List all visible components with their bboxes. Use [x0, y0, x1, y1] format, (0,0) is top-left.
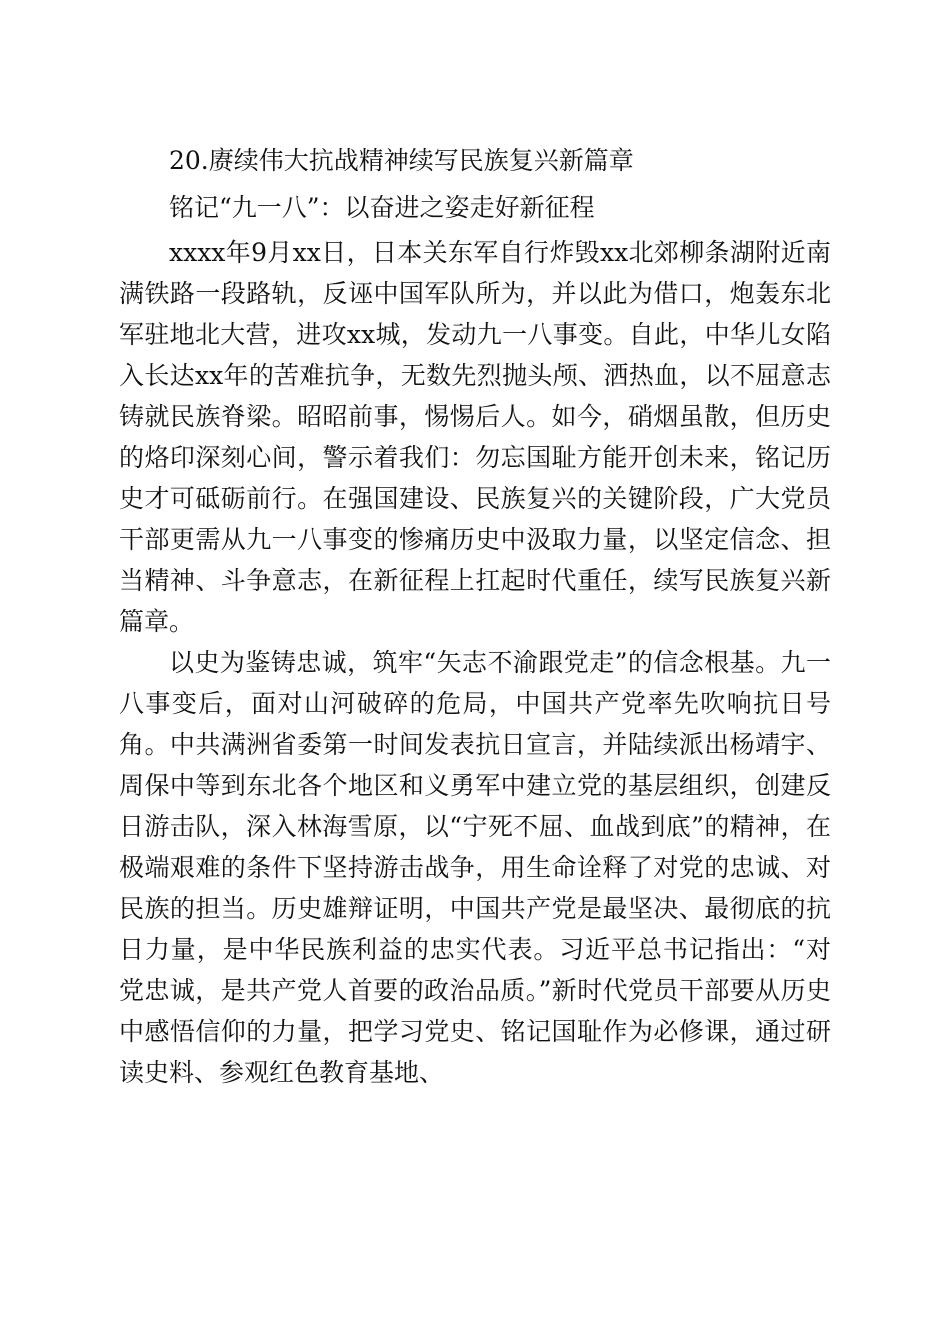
paragraph-loyalty: 以史为鉴铸忠诚，筑牢“矢志不渝跟党走”的信念根基。九一八事变后，面对山河破碎的危局，中国共产党率先吹响抗日号角。中共满洲省委第一时间发表抗日宣言，并陆续派出杨靖宇、周保中等到东北各个地区和义勇军中建立党的基层组织，创建反日游击队，深入林海雪原，以“宁死不屈、血战到底”的精神，在极端艰难的条件下坚持游击战争，用生命诠释了对党的忠诚、对民族的担当。历史雄辩证明，中国共产党是最坚决、最彻底的抗日力量，是中华民族利益的忠实代表。习近平总书记指出：“对党忠诚，是共产党人首要的政治品质。”新时代党员干部要从历史中感悟信仰的力量，把学习党史、铭记国耻作为必修课，通过研读史料、参观红色教育基地、	[119, 648, 831, 1087]
paragraph-intro: xxxx年9月xx日，日本关东军自行炸毁xx北郊柳条湖附近南满铁路一段路轨，反诬中国军队所为，并以此为借口，炮轰东北军驻地北大营，进攻xx城，发动九一八事变。自此，中华儿女陷入长达xx年的苦难抗争，无数先烈抛头颅、洒热血，以不屈意志铸就民族脊梁。昭昭前事，惕惕后人。如今，硝烟虽散，但历史的烙印深刻心间，警示着我们：勿忘国耻方能开创未来，铭记历史才可砥砺前行。在强国建设、民族复兴的关键阶段，广大党员干部更需从九一八事变的惨痛历史中汲取力量，以坚定信念、担当精神、斗争意志，在新征程上扛起时代重任，续写民族复兴新篇章。	[119, 238, 831, 636]
document-title: 20.赓续伟大抗战精神续写民族复兴新篇章	[169, 146, 634, 175]
document-body	[119, 140, 831, 1093]
document-subtitle: 铭记“九一八”：以奋进之姿走好新征程	[169, 193, 595, 222]
